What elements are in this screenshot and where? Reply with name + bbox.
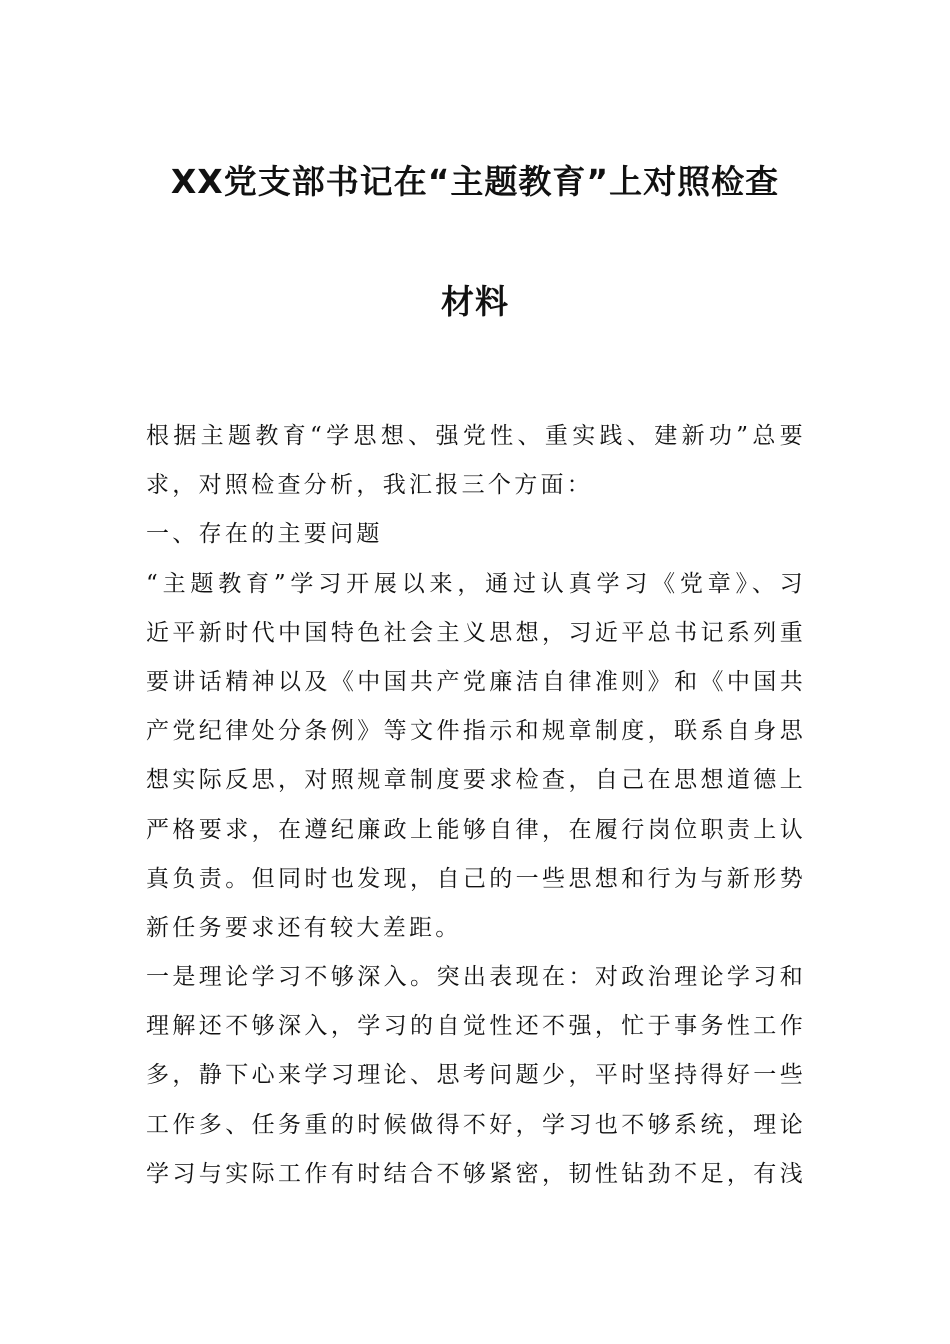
body-line: 根据主题教育“学思想、强党性、重实践、建新功”总要 bbox=[146, 423, 806, 449]
document-body bbox=[146, 412, 806, 1199]
body-line: 一是理论学习不够深入。突出表现在：对政治理论学习和 bbox=[146, 964, 806, 991]
body-line: 想实际反思，对照规章制度要求检查，自己在思想道德上 bbox=[146, 767, 806, 794]
body-line: 真负责。但同时也发现，自己的一些思想和行为与新形势 bbox=[146, 865, 806, 892]
body-line: 产党纪律处分条例》等文件指示和规章制度，联系自身思 bbox=[146, 718, 806, 745]
body-line: 多，静下心来学习理论、思考问题少，平时坚持得好一些 bbox=[146, 1062, 806, 1089]
body-line: 严格要求，在遵纪廉政上能够自律，在履行岗位职责上认 bbox=[146, 816, 806, 843]
document-title-line-2: 材料 bbox=[441, 282, 509, 321]
body-line: 近平新时代中国特色社会主义思想，习近平总书记系列重 bbox=[146, 619, 806, 646]
body-line: 求，对照检查分析，我汇报三个方面： bbox=[146, 472, 594, 499]
body-line: 工作多、任务重的时候做得不好，学习也不够系统，理论 bbox=[146, 1111, 806, 1138]
body-line: “主题教育”学习开展以来，通过认真学习《党章》、习 bbox=[146, 570, 806, 597]
body-line: 理解还不够深入，学习的自觉性还不强，忙于事务性工作 bbox=[146, 1013, 806, 1040]
body-line: 要讲话精神以及《中国共产党廉洁自律准则》和《中国共 bbox=[146, 668, 806, 695]
document-title-line-1: XX党支部书记在“主题教育”上对照检查 bbox=[170, 162, 780, 201]
section-heading: 一、存在的主要问题 bbox=[146, 521, 383, 548]
body-line: 学习与实际工作有时结合不够紧密，韧性钻劲不足，有浅 bbox=[146, 1160, 806, 1187]
body-line: 新任务要求还有较大差距。 bbox=[146, 914, 462, 941]
